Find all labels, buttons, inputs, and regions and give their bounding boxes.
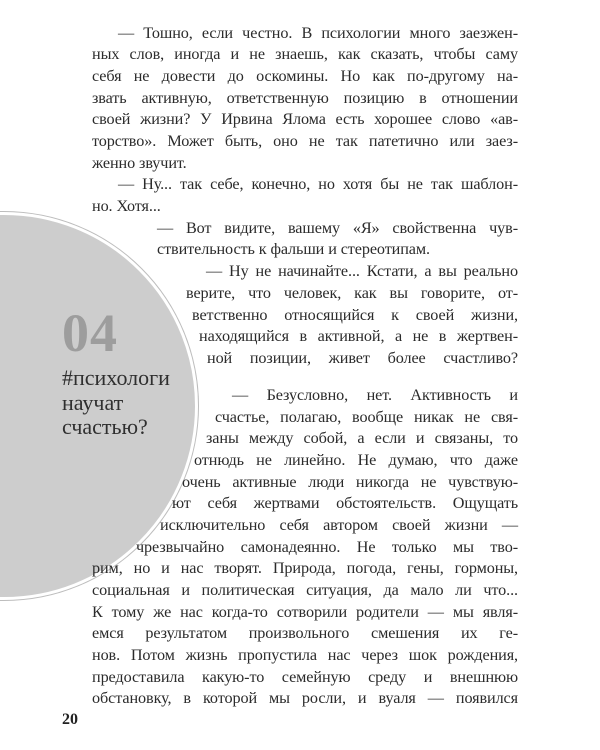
text-line: заны между собой, а если и связаны, то (206, 429, 518, 447)
text-line: ной позиции, живет более счастливо? (207, 349, 518, 367)
text-line: ветственно относящийся к своей жизни, (192, 306, 518, 324)
text-line: женно звучит. (92, 154, 187, 172)
text-line: находящийся в активной, а не в жертвен- (199, 327, 518, 345)
text-line: ных слов, иногда и не знаешь, как сказать, чтобы саму (92, 45, 518, 63)
chapter-title (62, 366, 202, 440)
text-line: верите, что человек, как вы говорите, от- (186, 284, 518, 302)
text-line: счастье, полагаю, вообще никак не свя- (215, 408, 518, 426)
text-line: очень активные люди никогда не чувствую- (182, 473, 518, 491)
chapter-title-line: #психологи (62, 365, 170, 390)
text-line: — Безусловно, нет. Активность и (232, 386, 518, 404)
text-line: чрезвычайно самонадеянно. Не только мы тво- (136, 538, 518, 556)
text-line: — Ну... так себе, конечно, но хотя бы не так шаблон- (118, 175, 518, 193)
chapter-title-line: счастью? (62, 414, 148, 439)
text-line: торство». Может быть, оно не так патетично или заез- (92, 132, 518, 150)
text-line: нов. Потом жизнь пропустила нас через шок рождения, (92, 646, 518, 664)
text-line: — Вот видите, вашему «Я» свойственна чув- (157, 219, 518, 237)
text-line: исключительно себя автором своей жизни — (160, 516, 518, 534)
text-line: себя не довести до оскомины. Но как по-другому на- (92, 67, 518, 85)
text-line: емся результатом произвольного смешения их ге- (92, 624, 518, 642)
text-line: К тому же нас когда-то сотворили родители — мы явля- (92, 603, 518, 621)
text-line: отнюдь не линейно. Не думаю, что даже (194, 451, 518, 469)
text-line: — Тошно, если честно. В психологии много заезжен- (118, 24, 518, 42)
page-number: 20 (62, 711, 78, 728)
text-line: — Ну не начинайте... Кстати, а вы реально (206, 262, 518, 280)
chapter-title-line: научат (62, 389, 124, 415)
chapter-number: 04 (62, 303, 118, 363)
text-line: предоставила какую-то семейную среду и внешнюю (92, 668, 518, 686)
text-line: ют себя жертвами обстоятельств. Ощущать (172, 494, 518, 512)
text-line: обстановку, в которой мы росли, и вуаля — появился (92, 689, 518, 707)
text-line: но. Хотя... (92, 197, 161, 215)
text-line: социальная и политическая ситуация, да мало ли что... (92, 581, 518, 599)
text-line: своей жизни? У Ирвина Ялома есть хорошее слово «ав- (92, 110, 518, 128)
text-line: рим, но и нас творят. Природа, погода, гены, гормоны, (92, 559, 518, 577)
text-line: звать активную, ответственную позицию в отношении (92, 89, 518, 107)
text-line: ствительность к фальши и стереотипам. (157, 240, 430, 258)
